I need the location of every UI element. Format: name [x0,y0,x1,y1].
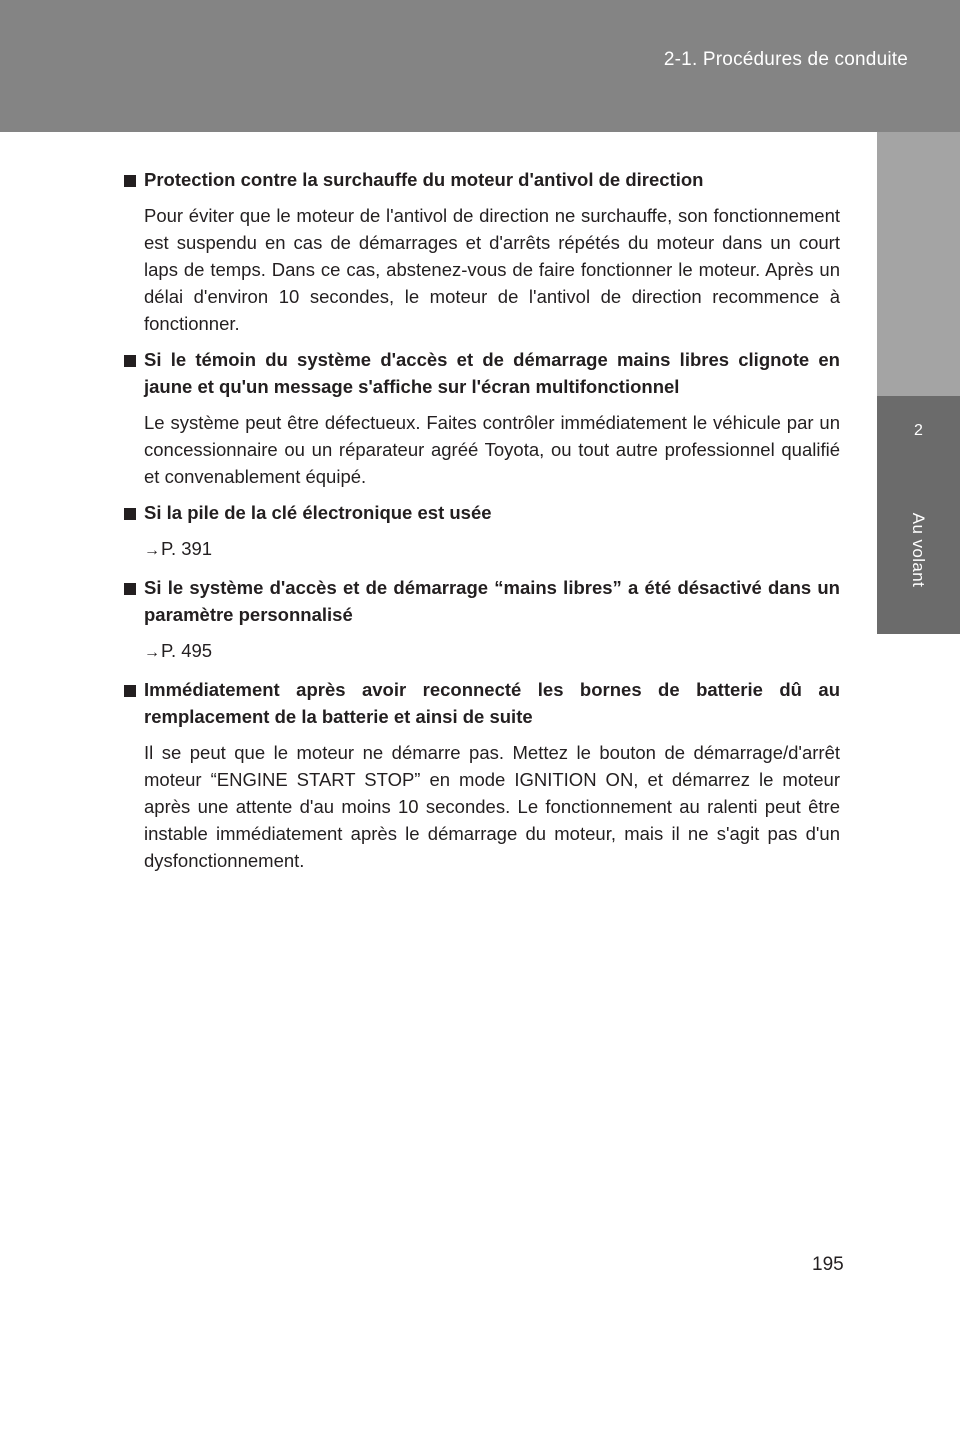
page-number: 195 [812,1254,844,1275]
section-body: Il se peut que le moteur ne démarre pas. Mettez le bouton de démarrage/d'arrêt moteur “ENGINE START STOP” en mode IGNITION ON, et démarrez le moteur après une attente d'au moins 10 secondes. Le fonctionnement au ralenti peut être instable immédiatement après le démarrage du moteur, mais il ne s'agit pas d'un dysfonctionnement. [144,742,840,871]
arrow-right-icon: → [144,644,160,661]
square-bullet-icon [124,508,136,520]
square-bullet-icon [124,355,136,367]
section-body: Pour éviter que le moteur de l'antivol de direction ne surchauffe, son fonctionnement est suspendu en cas de démarrages et d'arrêts répétés du moteur dans un court laps de temps. Dans ce cas, abstenez-vous de faire fonctionner le moteur. Après un délai d'environ 10 secondes, le moteur de l'antivol de direction recommence à fonctionner. [144,205,840,334]
page-content [124,166,840,883]
section-heading [124,676,840,730]
section-indicator-blinking [124,346,840,490]
side-tab-upper [877,132,960,396]
section-key-battery [124,499,840,564]
section-heading [124,574,840,628]
section-system-deactivated [124,574,840,666]
page-reference-text: P. 391 [161,538,213,559]
section-heading [124,346,840,400]
page-reference-text: P. 495 [161,640,213,661]
section-heading-text: Immédiatement après avoir reconnecté les bornes de batterie dû au remplacement de la batterie et ainsi de suite [144,679,840,727]
running-head: 2-1. Procédures de conduite [663,49,908,70]
arrow-right-icon: → [144,542,160,559]
page-reference[interactable] [124,535,840,564]
section-heading-text: Protection contre la surchauffe du moteur d'antivol de direction [144,169,704,190]
section-heading-text: Si la pile de la clé électronique est usée [144,502,492,523]
page-header [0,0,960,132]
section-heading-text: Si le témoin du système d'accès et de démarrage mains libres clignote en jaune et qu'un message s'affiche sur l'écran multifonctionnel [144,349,840,397]
section-body: Le système peut être défectueux. Faites contrôler immédiatement le véhicule par un concessionnaire ou un réparateur agréé Toyota, ou tout autre professionnel qualifié et convenablement équipé. [144,412,840,487]
square-bullet-icon [124,175,136,187]
chapter-label: Au volant [909,512,928,588]
section-heading [124,166,840,193]
section-heading-text: Si le système d'accès et de démarrage “mains libres” a été désactivé dans un paramètre personnalisé [144,577,840,625]
section-steering-lock-overheat [124,166,840,337]
page-reference[interactable] [124,637,840,666]
side-tab-lower [877,634,960,1434]
square-bullet-icon [124,685,136,697]
square-bullet-icon [124,583,136,595]
section-battery-reconnect [124,676,840,874]
section-heading [124,499,840,526]
chapter-number-tab: 2 [877,396,960,466]
